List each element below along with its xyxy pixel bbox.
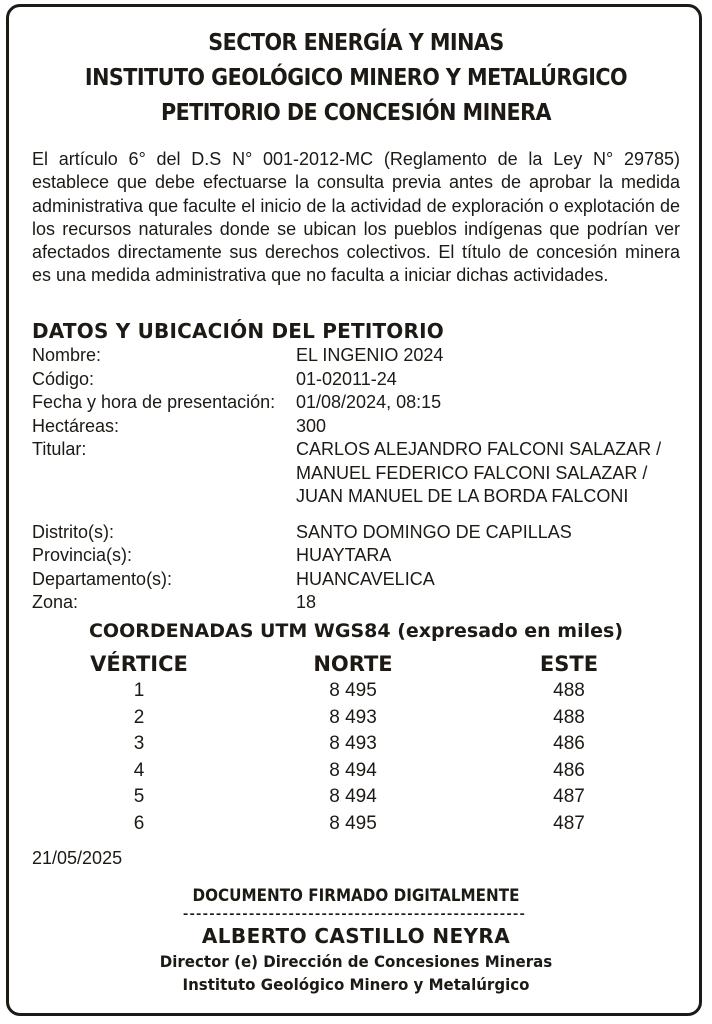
header-institute: INSTITUTO GEOLÓGICO MINERO Y METALÚRGICO [84, 65, 628, 91]
detail-label: Provincia(s): [32, 545, 133, 565]
este-cell: 487 [553, 786, 585, 808]
header-sector: SECTOR ENERGÍA Y MINAS [208, 30, 504, 56]
petition-details [32, 344, 682, 615]
publication-date: 21/05/2025 [32, 848, 123, 868]
vertice-cell: 3 [133, 733, 145, 755]
detail-value: HUANCAVELICA [296, 568, 435, 589]
vertice-cell: 6 [133, 812, 145, 834]
table-row [60, 705, 650, 732]
detail-row-departamento [32, 568, 682, 592]
este-cell: 486 [553, 759, 585, 781]
detail-label: Nombre: [32, 345, 102, 365]
section-title: DATOS Y UBICACIÓN DEL PETITORIO [32, 319, 444, 343]
este-cell: 488 [553, 680, 585, 701]
detail-label: Hectáreas: [32, 415, 120, 436]
document-header [36, 26, 677, 131]
detail-value: CARLOS ALEJANDRO FALCONI SALAZAR / MANUEL FEDERICO FALCONI SALAZAR / JUAN MANUEL DE LA BORDA FALCONI [296, 439, 662, 506]
vertice-cell: 5 [133, 786, 145, 808]
detail-row-distrito [32, 521, 682, 545]
este-cell: 487 [553, 812, 585, 834]
detail-value: EL INGENIO 2024 [296, 345, 444, 365]
table-row [60, 731, 650, 758]
signer-institution: Instituto Geológico Minero y Metalúrgico [182, 975, 530, 994]
column-header-vertice: VÉRTICE [90, 652, 188, 676]
vertice-cell: 4 [133, 759, 145, 781]
detail-value: 01/08/2024, 08:15 [296, 392, 442, 412]
table-row [60, 811, 650, 838]
este-cell: 486 [553, 733, 585, 755]
detail-value: 300 [296, 415, 327, 436]
detail-row-codigo [32, 368, 682, 392]
vertice-cell: 2 [133, 706, 145, 728]
vertice-cell: 1 [133, 680, 145, 701]
coordinates-table [60, 650, 650, 838]
detail-label: Código: [32, 368, 95, 389]
detail-row-nombre [32, 344, 682, 368]
detail-value: 01-02011-24 [296, 368, 397, 389]
norte-cell: 8 493 [329, 733, 377, 755]
column-header-norte: NORTE [313, 652, 393, 676]
norte-cell: 8 494 [329, 759, 377, 781]
norte-cell: 8 495 [329, 812, 377, 834]
table-row [60, 784, 650, 811]
coordinates-header-row [60, 650, 650, 678]
signature-block [0, 884, 712, 996]
coordinates-title: COORDENADAS UTM WGS84 (expresado en miles) [88, 620, 624, 642]
detail-row-provincia [32, 544, 682, 568]
detail-label: Distrito(s): [32, 521, 114, 542]
detail-label: Zona: [32, 592, 79, 612]
norte-cell: 8 495 [329, 680, 377, 701]
detail-label: Fecha y hora de presentación: [32, 392, 276, 412]
detail-label: Titular: [32, 439, 87, 459]
norte-cell: 8 494 [329, 786, 377, 808]
digitally-signed-label: DOCUMENTO FIRMADO DIGITALMENTE [192, 886, 520, 905]
detail-row-hectareas [32, 415, 682, 439]
signer-role: Director (e) Dirección de Concesiones Mineras [159, 952, 553, 971]
detail-value: HUAYTARA [296, 545, 392, 565]
table-row [60, 758, 650, 785]
intro-paragraph: El artículo 6° del D.S N° 001-2012-MC (Reglamento de la Ley N° 29785) establece que debe efectuarse la consulta previa antes de aprobar la medida administrativa que faculte el inicio de la actividad de exploración o explotación de los recursos naturales donde se ubican los pueblos indígenas que podrían ver afectados directamente sus derechos colectivos. El título de concesión minera es una medida administrativa que no faculta a iniciar dichas actividades. [32, 149, 680, 286]
detail-row-fecha [32, 391, 682, 415]
norte-cell: 8 493 [329, 706, 377, 728]
este-cell: 488 [553, 706, 585, 728]
column-header-este: ESTE [539, 652, 599, 676]
detail-value: SANTO DOMINGO DE CAPILLAS [296, 521, 572, 542]
detail-value: 18 [296, 592, 317, 612]
signer-name: ALBERTO CASTILLO NEYRA [201, 924, 511, 948]
header-doc-title: PETITORIO DE CONCESIÓN MINERA [160, 100, 552, 126]
table-row [60, 678, 650, 705]
detail-row-titular [32, 438, 682, 509]
detail-row-zona [32, 591, 682, 615]
signature-line: ---------------------------------------------------- [181, 907, 525, 923]
detail-label: Departamento(s): [32, 568, 173, 589]
